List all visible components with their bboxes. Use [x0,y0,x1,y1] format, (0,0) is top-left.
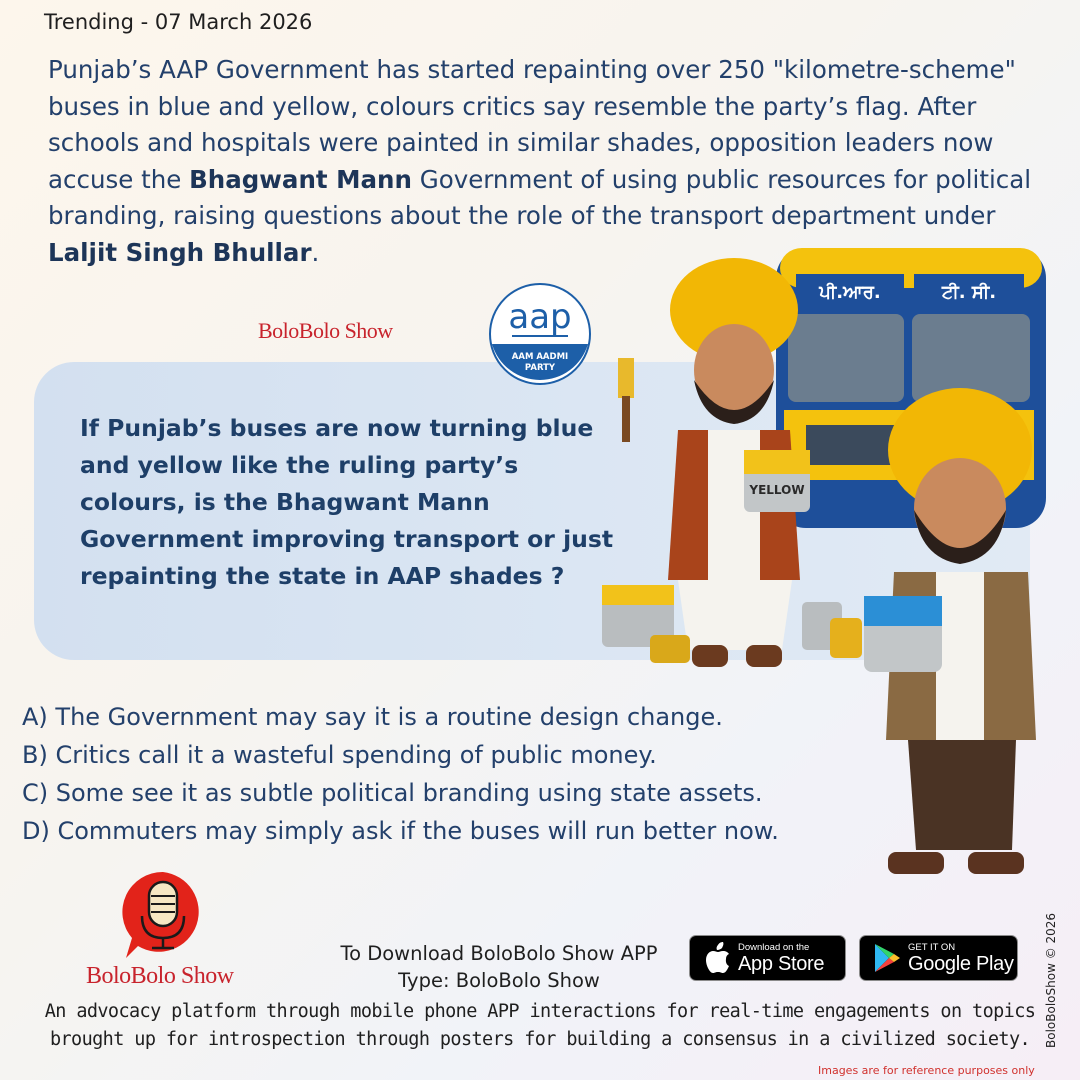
copyright-text: BoloBoloShow © 2026 [1044,912,1058,1048]
aap-logo-line2: PARTY [524,363,556,373]
google-play-small-text: GET IT ON [908,941,956,953]
download-line-2: Type: BoloBolo Show [398,969,600,992]
aap-party-logo [488,282,592,386]
intro-paragraph [48,52,1048,271]
app-store-button[interactable] [689,935,846,981]
poll-options [22,698,882,850]
google-play-big-text: Google Play [908,952,1014,975]
google-play-button[interactable] [859,935,1018,981]
option-a[interactable]: A) The Government may say it is a routine design change. [22,703,723,731]
intro-bold-name-1: Bhagwant Mann [189,164,412,194]
download-line-1: To Download BoloBolo Show APP [340,942,658,965]
microphone-icon [118,868,208,960]
intro-bold-name-2: Laljit Singh Bhullar [48,237,312,267]
aap-logo-line1: AAM AADMI [511,352,569,362]
bus-sign-right: ਟੀ. ਸੀ. [941,282,997,303]
app-store-big-text: App Store [738,952,825,975]
download-instructions [330,940,668,994]
google-play-icon [872,942,902,974]
brand-wordmark: BoloBolo Show [86,963,234,989]
bus-sign-left: ਪੀ.ਆਰ. [819,282,881,303]
aap-logo-name: aap [508,297,572,337]
poll-question: If Punjab’s buses are now turning blue and yellow like the ruling party’s colours, is the Bhagwant Mann Government improving transport or just repainting the state in AAP shades ? [80,414,614,590]
option-d[interactable]: D) Commuters may simply ask if the buses will run better now. [22,817,779,845]
image-disclaimer: Images are for reference purposes only [818,1064,1035,1077]
intro-text-1: Punjab’s AAP Government has started repainting over 250 "kilometre-scheme" buses in blue and yellow, colours critics say resemble the party’s flag. After schools and hospitals were painted in similar shades, opposition leaders now accuse the [48,55,1016,194]
trending-date: Trending - 07 March 2026 [44,10,313,34]
footer-tagline: An advocacy platform through mobile phone APP interactions for real-time engagements on topics brought up for introspection through posters for building a consensus in a civilized society. [44,1001,1036,1050]
option-c[interactable]: C) Some see it as subtle political branding using state assets. [22,779,763,807]
caricature-right [864,388,1036,874]
intro-text-3: . [311,237,320,267]
app-store-small-text: Download on the [738,941,810,953]
option-b[interactable]: B) Critics call it a wasteful spending of public money. [22,741,657,769]
brand-wordmark-small: BoloBolo Show [258,318,393,343]
intro-text-2: Government of using public resources for political branding, raising questions about the role of the transport department under [48,164,1032,230]
apple-icon [702,941,732,975]
paint-can-label: YELLOW [749,483,805,497]
